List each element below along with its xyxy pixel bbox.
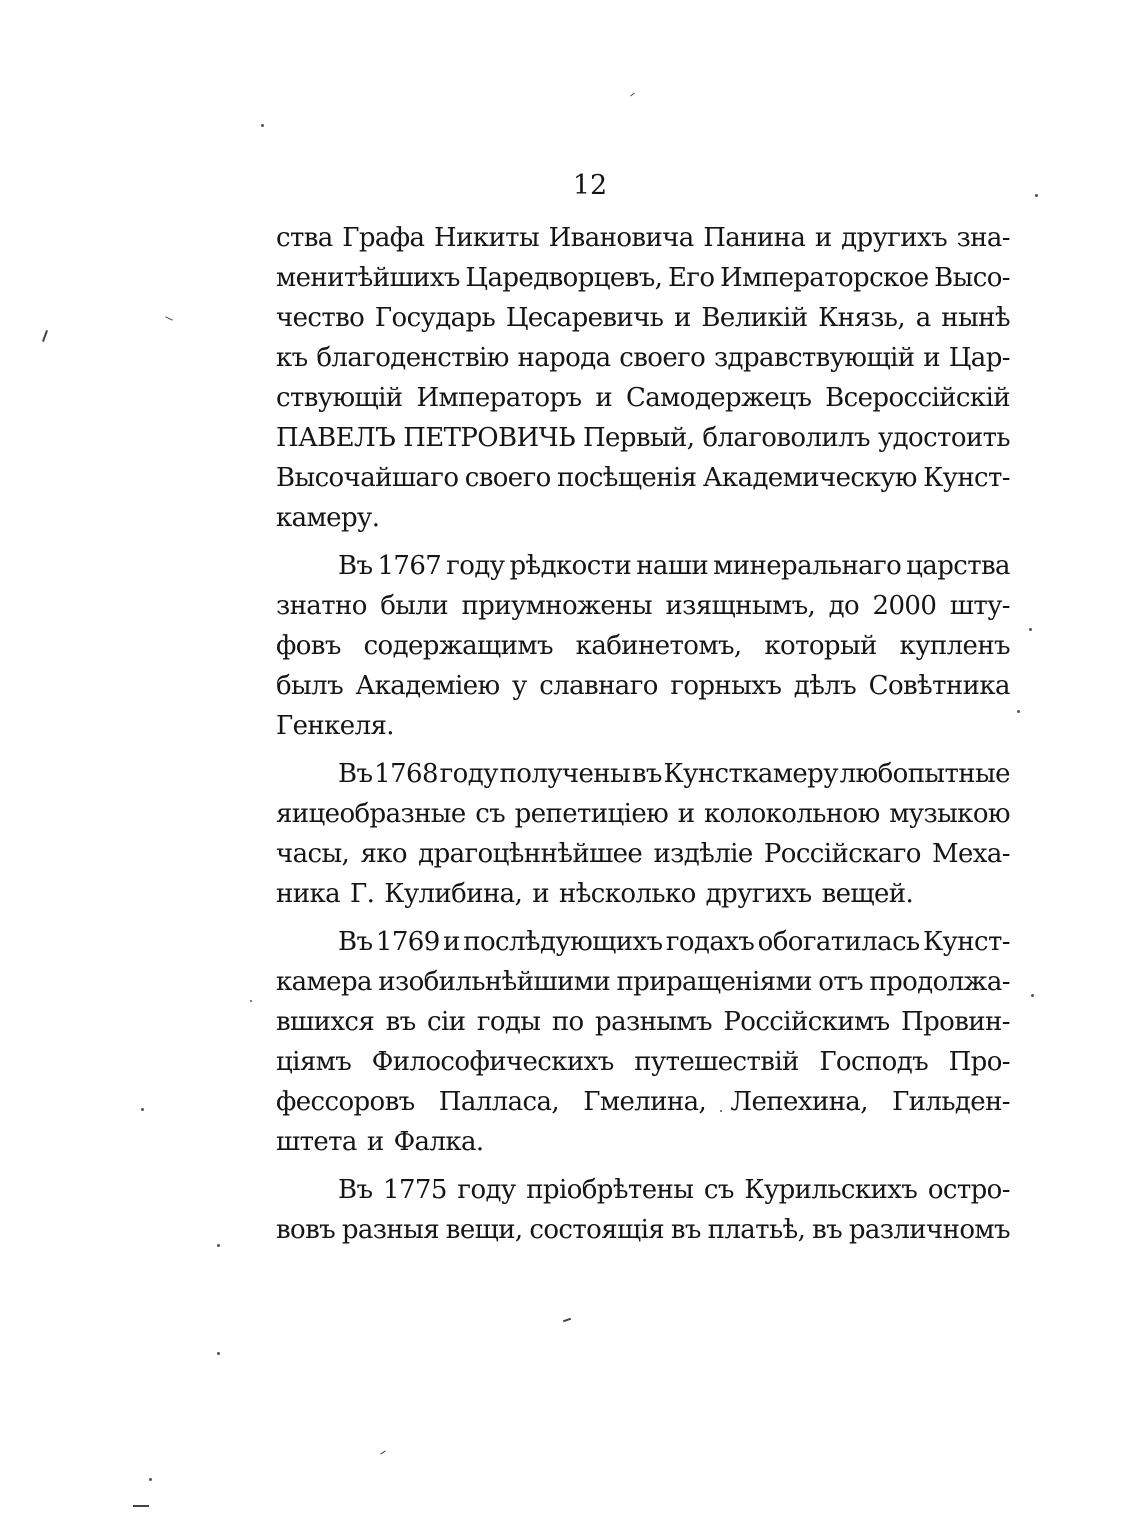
word: другихъ <box>841 223 948 253</box>
word: благоденствію <box>316 343 509 373</box>
word: Россійскаго <box>763 839 921 869</box>
word: Высо- <box>934 263 1010 293</box>
word: у <box>512 671 527 701</box>
word: Никиты <box>434 223 540 253</box>
word: знатно <box>276 591 367 621</box>
word: Ивановича <box>548 223 694 253</box>
text-line <box>276 378 1010 418</box>
scan-mark <box>165 316 173 320</box>
paragraph <box>276 218 1010 538</box>
word: 1767 <box>377 551 442 581</box>
word: народа <box>517 343 611 373</box>
word: въ <box>812 1215 843 1245</box>
word: купленъ <box>899 631 1010 661</box>
word: приумножены <box>461 591 652 621</box>
word: Гмелина, <box>583 1087 707 1117</box>
word: ПАВЕЛЪ <box>276 423 396 453</box>
word: рѣдкости <box>509 551 632 581</box>
word: разнымъ <box>595 1007 712 1037</box>
text-line <box>276 754 1010 794</box>
text-line <box>276 794 1010 834</box>
text-line <box>276 706 1010 746</box>
word: дѣлъ <box>793 671 857 701</box>
text-line <box>276 458 1010 498</box>
word: обогатилась <box>757 927 920 957</box>
word: вещи, <box>445 1215 523 1245</box>
word: нѣсколько <box>558 879 696 909</box>
word: сіи <box>427 1007 466 1037</box>
word: музыкою <box>889 799 1010 829</box>
word: своего <box>619 343 706 373</box>
word: драгоцѣннѣйшее <box>418 839 643 869</box>
word: нынѣ <box>941 303 1010 333</box>
page-number: 12 <box>572 170 608 201</box>
text-line <box>276 874 1010 914</box>
word: колокольною <box>703 799 880 829</box>
word: остро- <box>927 1175 1010 1205</box>
word: Императоръ <box>416 383 582 413</box>
word: и <box>814 223 832 253</box>
word: Совѣтника <box>868 671 1010 701</box>
text-line <box>276 1002 1010 1042</box>
word: зна- <box>956 223 1010 253</box>
word: ника <box>276 879 341 909</box>
word: Курильскихъ <box>744 1175 918 1205</box>
word: менитѣйшихъ <box>276 263 460 293</box>
word: Г. <box>350 879 375 909</box>
word: по <box>551 1007 584 1037</box>
word: и <box>366 1127 384 1157</box>
word: получены <box>499 759 631 789</box>
word: посѣщенія <box>557 463 697 493</box>
word: году <box>439 759 498 789</box>
word: пріобрѣтены <box>526 1175 694 1205</box>
word: къ <box>276 343 308 373</box>
word: году <box>446 551 505 581</box>
paragraph <box>276 922 1010 1162</box>
word: до <box>828 591 860 621</box>
word: продолжа- <box>869 967 1010 997</box>
word: Гильден- <box>892 1087 1010 1117</box>
word: Провин- <box>901 1007 1010 1037</box>
text-line <box>276 498 1010 538</box>
word: 1775 <box>383 1175 447 1205</box>
word: камеру. <box>276 503 380 533</box>
word: Въ <box>338 1175 373 1205</box>
text-line <box>276 1210 1010 1250</box>
paragraph <box>276 546 1010 746</box>
text-line <box>276 626 1010 666</box>
word: послѣдующихъ <box>463 927 663 957</box>
word: шту- <box>949 591 1010 621</box>
scan-speck <box>1029 628 1032 631</box>
word: вовъ <box>276 1215 336 1245</box>
word: удостоить <box>877 423 1010 453</box>
word: были <box>380 591 449 621</box>
scan-mark <box>133 1505 149 1507</box>
word: Всероссійскій <box>825 383 1010 413</box>
scan-speck <box>217 1244 220 1247</box>
word: путешествій <box>634 1047 799 1077</box>
word: Цар- <box>948 343 1010 373</box>
word: состоящія <box>529 1215 665 1245</box>
scan-speck <box>261 124 264 127</box>
scan-mark <box>563 1318 571 1323</box>
word: камера <box>276 967 372 997</box>
word: минеральнаго <box>713 551 902 581</box>
word: Кунсткамеру <box>663 759 838 789</box>
word: Императорское <box>720 263 929 293</box>
word: царства <box>906 551 1010 581</box>
word: Въ <box>338 927 373 957</box>
word: 1768 <box>374 759 438 789</box>
word: приращеніями <box>616 967 812 997</box>
scan-speck <box>1035 194 1038 197</box>
text-line <box>276 418 1010 458</box>
text-line <box>276 1082 1010 1122</box>
word: наши <box>636 551 709 581</box>
word: съ <box>475 799 506 829</box>
word: Фалка. <box>393 1127 484 1157</box>
word: издѣліе <box>653 839 753 869</box>
word: другихъ <box>705 879 812 909</box>
word: часы, <box>276 839 350 869</box>
scan-speck <box>720 1110 722 1112</box>
word: годы <box>476 1007 541 1037</box>
word: Лепехина, <box>730 1087 868 1117</box>
word: Кунст- <box>923 463 1010 493</box>
paragraph <box>276 1170 1010 1250</box>
scan-mark <box>42 330 48 342</box>
scan-speck <box>217 1352 220 1355</box>
word: Графа <box>342 223 425 253</box>
word: яицеобразные <box>276 799 466 829</box>
word: въ <box>631 759 662 789</box>
word: 1769 <box>375 927 440 957</box>
word: горныхъ <box>670 671 782 701</box>
text-line <box>276 834 1010 874</box>
word: Панина <box>703 223 806 253</box>
word: вещей. <box>821 879 914 909</box>
word: ства <box>276 223 333 253</box>
word: Академіею <box>355 671 500 701</box>
word: 2000 <box>872 591 937 621</box>
word: а <box>915 303 931 333</box>
word: и <box>674 303 691 333</box>
text-line <box>276 962 1010 1002</box>
word: изящнымъ, <box>665 591 816 621</box>
word: разныя <box>341 1215 440 1245</box>
word: Меха- <box>932 839 1010 869</box>
word: Генкеля. <box>276 711 394 741</box>
word: году <box>457 1175 516 1205</box>
word: кабинетомъ, <box>575 631 742 661</box>
word: чество <box>276 303 365 333</box>
word: Кунст- <box>923 927 1010 957</box>
text-line <box>276 546 1010 586</box>
word: содержащимъ <box>363 631 553 661</box>
word: штета <box>276 1127 357 1157</box>
word: былъ <box>276 671 344 701</box>
word: любопытные <box>839 759 1010 789</box>
text-line <box>276 666 1010 706</box>
word: Академическую <box>702 463 917 493</box>
word: фессоровъ <box>276 1087 415 1117</box>
word: различномъ <box>848 1215 1010 1245</box>
word: и <box>532 879 549 909</box>
word: Государь <box>374 303 496 333</box>
text-line <box>276 218 1010 258</box>
word: годахъ <box>665 927 755 957</box>
word: и <box>595 383 613 413</box>
paragraph <box>276 754 1010 914</box>
word: Россійскимъ <box>723 1007 890 1037</box>
word: Царедворцевъ, <box>465 263 663 293</box>
word: яко <box>360 839 407 869</box>
word: Палласа, <box>438 1087 560 1117</box>
word: Въ <box>338 551 373 581</box>
text-line <box>276 586 1010 626</box>
word: съ <box>703 1175 734 1205</box>
word: здравствующій <box>713 343 915 373</box>
scan-speck <box>149 1478 152 1481</box>
word: фовъ <box>276 631 341 661</box>
word: Въ <box>338 759 373 789</box>
word: ПЕТРОВИЧЬ <box>403 423 575 453</box>
word: Его <box>667 263 715 293</box>
word: Первый, <box>582 423 695 453</box>
word: славнаго <box>539 671 658 701</box>
word: Господъ <box>819 1047 929 1077</box>
body-text <box>276 218 1010 1250</box>
scan-mark <box>630 93 634 97</box>
scan-speck <box>1031 994 1034 997</box>
word: платьѣ, <box>707 1215 806 1245</box>
text-line <box>276 258 1010 298</box>
word: благоволилъ <box>702 423 870 453</box>
word: Высочайшаго <box>276 463 459 493</box>
word: и <box>443 927 460 957</box>
word: Философическихъ <box>371 1047 614 1077</box>
word: и <box>923 343 940 373</box>
word: и <box>677 799 695 829</box>
scan-speck <box>1017 710 1020 713</box>
text-line <box>276 1042 1010 1082</box>
word: Князь, <box>818 303 906 333</box>
word: своего <box>464 463 551 493</box>
text-line <box>276 1170 1010 1210</box>
word: въ <box>670 1215 701 1245</box>
text-line <box>276 922 1010 962</box>
word: Про- <box>948 1047 1010 1077</box>
scan-speck <box>250 1000 252 1002</box>
word: Цесаревичь <box>505 303 664 333</box>
word: Кулибина, <box>384 879 523 909</box>
word: отъ <box>818 967 863 997</box>
text-line <box>276 338 1010 378</box>
word: изобильнѣйшими <box>378 967 611 997</box>
word: ствующій <box>276 383 403 413</box>
scan-mark <box>380 1450 385 1454</box>
scan-speck <box>141 1108 144 1111</box>
word: въ <box>385 1007 416 1037</box>
text-line <box>276 298 1010 338</box>
word: вшихся <box>276 1007 375 1037</box>
word: который <box>764 631 877 661</box>
word: репетиціею <box>514 799 669 829</box>
word: Великій <box>701 303 808 333</box>
text-line <box>276 1122 1010 1162</box>
word: ціямъ <box>276 1047 352 1077</box>
word: Самодержецъ <box>625 383 812 413</box>
